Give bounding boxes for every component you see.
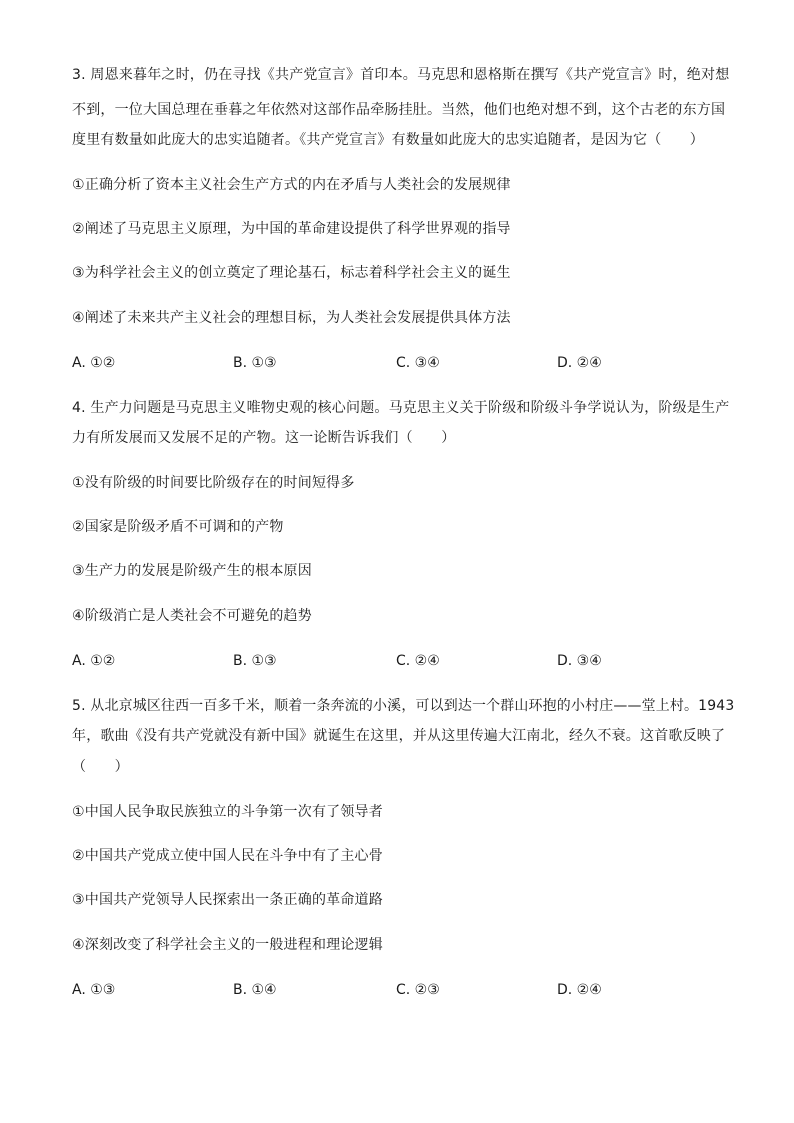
question-3-statement-3: ③为科学社会主义的创立奠定了理论基石，标志着科学社会主义的诞生 [72,265,511,281]
question-4-statement-4: ④阶级消亡是人类社会不可避免的趋势 [72,608,312,624]
question-5-text-line-2: 年，歌曲《没有共产党就没有新中国》就诞生在这里，并从这里传遍大江南北，经久不衰。这首歌反映了 [72,728,726,744]
question-4-option-a[interactable]: A. ①② [72,653,116,669]
question-5-text-line-1: 5. 从北京城区往西一百多千米，顺着一条奔流的小溪，可以到达一个群山环抱的小村庄——堂上村。1943 [72,698,735,714]
question-5-statement-1: ①中国人民争取民族独立的斗争第一次有了领导者 [72,804,383,820]
question-5-statement-4: ④深刻改变了科学社会主义的一般进程和理论逻辑 [72,937,383,953]
question-3-option-c[interactable]: C. ③④ [396,355,440,371]
question-3-text-line-3: 度里有数量如此庞大的忠实追随者。《共产党宣言》有数量如此庞大的忠实追随者，是因为它（ ） [72,132,704,148]
question-4-text-line-1: 4. 生产力问题是马克思主义唯物史观的核心问题。马克思主义关于阶级和阶级斗争学说认为，阶级是生产 [72,400,730,416]
question-5-option-c[interactable]: C. ②③ [396,982,440,998]
question-3-text-line-2: 不到，一位大国总理在垂暮之年依然对这部作品牵肠挂肚。当然，他们也绝对想不到，这个古老的东方国 [72,102,726,118]
question-3-option-a[interactable]: A. ①② [72,355,116,371]
question-3-option-d[interactable]: D. ②④ [557,355,602,371]
question-4-statement-3: ③生产力的发展是阶级产生的根本原因 [72,563,312,579]
question-5-option-a[interactable]: A. ①③ [72,982,116,998]
question-5-statement-2: ②中国共产党成立使中国人民在斗争中有了主心骨 [72,848,383,864]
question-5-option-b[interactable]: B. ①④ [233,982,277,998]
question-3-statement-4: ④阐述了未来共产主义社会的理想目标，为人类社会发展提供具体方法 [72,310,511,326]
question-4-statement-1: ①没有阶级的时间要比阶级存在的时间短得多 [72,475,355,491]
question-4-text-line-2: 力有所发展而又发展不足的产物。这一论断告诉我们（ ） [72,430,456,446]
question-4-option-d[interactable]: D. ③④ [557,653,602,669]
question-3-option-b[interactable]: B. ①③ [233,355,277,371]
question-5-option-d[interactable]: D. ②④ [557,982,602,998]
question-3-statement-1: ①正确分析了资本主义社会生产方式的内在矛盾与人类社会的发展规律 [72,177,511,193]
question-3-text-line-1: 3. 周恩来暮年之时，仍在寻找《共产党宣言》首印本。马克思和恩格斯在撰写《共产党宣言》时，绝对想 [72,67,730,83]
question-3-statement-2: ②阐述了马克思主义原理，为中国的革命建设提供了科学世界观的指导 [72,221,511,237]
question-5-statement-3: ③中国共产党领导人民探索出一条正确的革命道路 [72,892,383,908]
question-4-option-b[interactable]: B. ①③ [233,653,277,669]
question-4-statement-2: ②国家是阶级矛盾不可调和的产物 [72,519,284,535]
question-5-text-line-3: （ ） [72,759,129,775]
question-4-option-c[interactable]: C. ②④ [396,653,440,669]
